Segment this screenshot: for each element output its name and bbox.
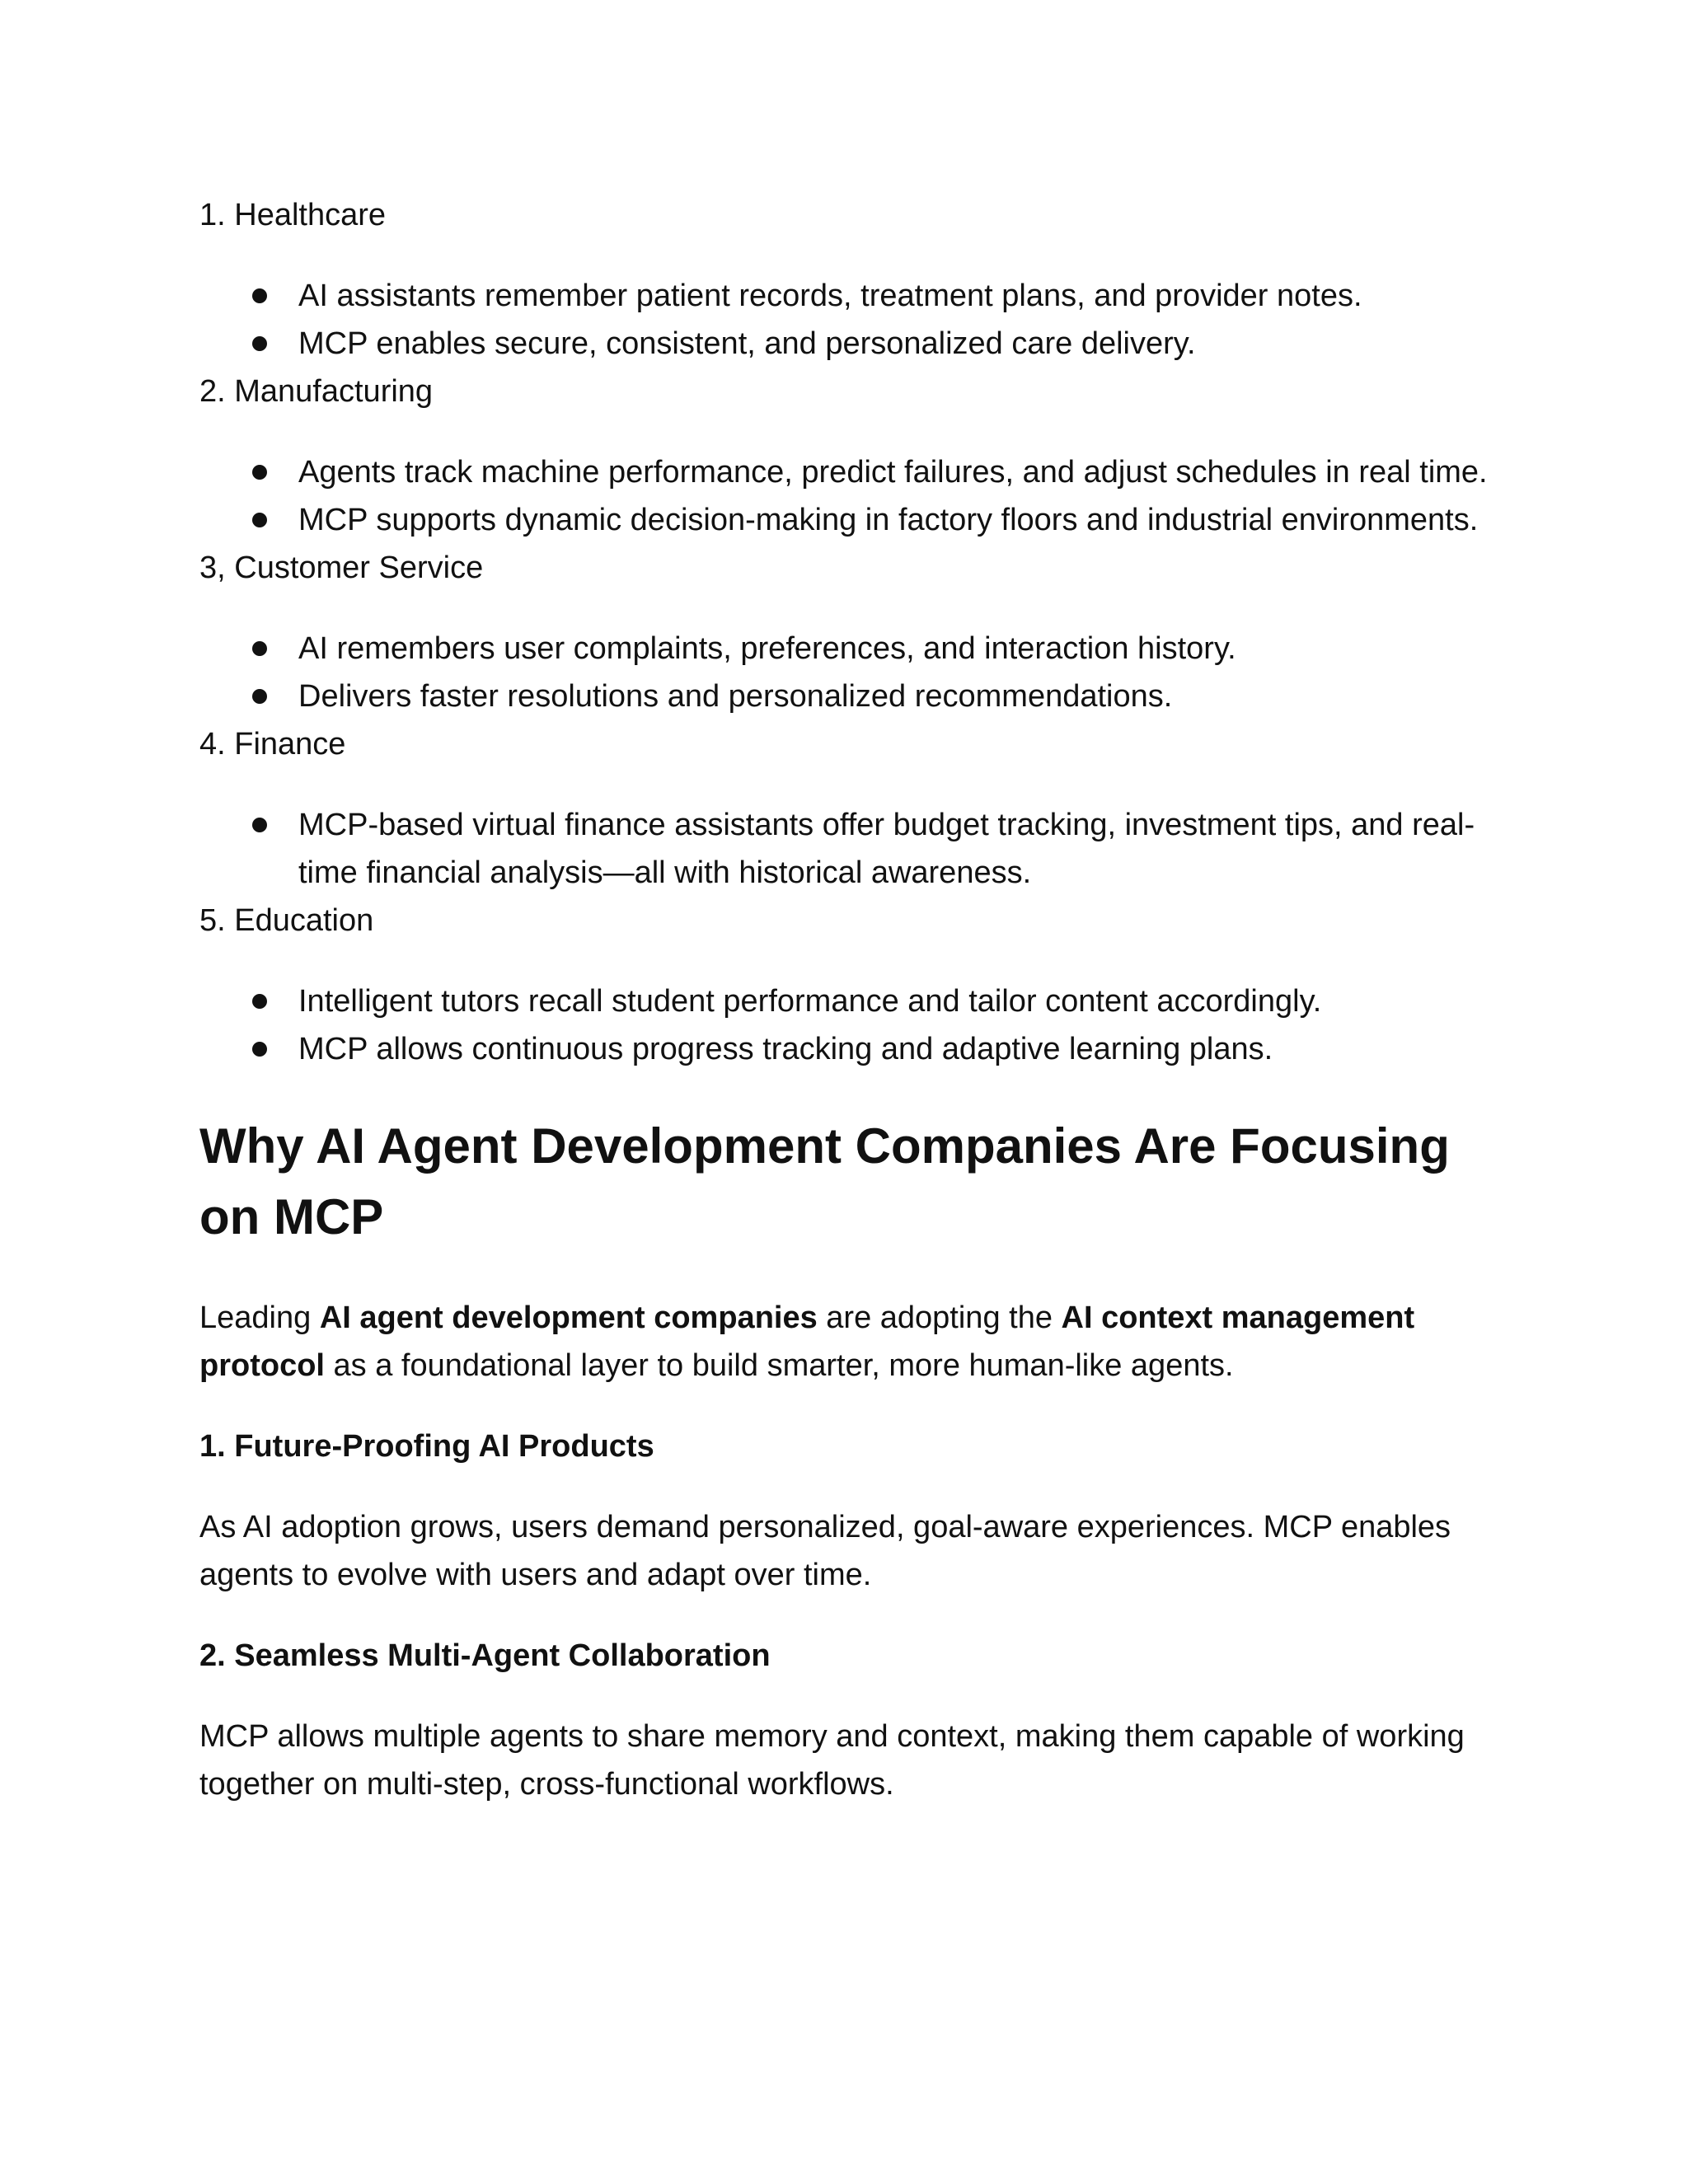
why-heading: Why AI Agent Development Companies Are Focusing on MCP xyxy=(199,1118,1450,1244)
bullet-list xyxy=(199,448,1493,544)
bullet-icon xyxy=(252,1042,267,1057)
list-item xyxy=(298,272,1493,320)
bullet-list xyxy=(199,801,1493,897)
list-item xyxy=(298,977,1493,1025)
intro-bold-text: AI agent development companies xyxy=(319,1301,818,1335)
intro-text: Leading xyxy=(199,1301,320,1335)
list-item-text: Agents track machine performance, predict failures, and adjust schedules in real time. xyxy=(298,455,1488,490)
intro-text: are adopting the xyxy=(817,1301,1062,1335)
list-item-text: MCP-based virtual finance assistants offer budget tracking, investment tips, and real-time financial analysis—all with historical awareness. xyxy=(298,808,1475,890)
industry-section-finance xyxy=(199,720,1493,897)
list-item xyxy=(298,625,1493,673)
section-heading: 2. Manufacturing xyxy=(199,374,434,409)
section-heading: 3, Customer Service xyxy=(199,551,484,585)
bullet-list xyxy=(199,625,1493,720)
list-item-text: AI assistants remember patient records, treatment plans, and provider notes. xyxy=(298,279,1362,313)
list-item xyxy=(298,1025,1493,1073)
list-item-text: MCP supports dynamic decision-making in factory floors and industrial environments. xyxy=(298,503,1479,537)
bullet-icon xyxy=(252,994,267,1009)
bullet-list xyxy=(199,272,1493,368)
list-item xyxy=(298,801,1493,897)
bullet-list xyxy=(199,977,1493,1073)
list-item xyxy=(298,320,1493,368)
multi-agent-paragraph: MCP allows multiple agents to share memory and context, making them capable of working together on multi-step, cross-functional workflows. xyxy=(199,1719,1465,1802)
bullet-icon xyxy=(252,818,267,832)
list-item-text: MCP allows continuous progress tracking and adaptive learning plans. xyxy=(298,1032,1273,1066)
bullet-icon xyxy=(252,641,267,656)
bullet-icon xyxy=(252,689,267,704)
bullet-icon xyxy=(252,513,267,527)
list-item-text: AI remembers user complaints, preferences, and interaction history. xyxy=(298,631,1236,666)
section-heading: 4. Finance xyxy=(199,727,346,762)
list-item-text: MCP enables secure, consistent, and personalized care delivery. xyxy=(298,326,1196,361)
list-item xyxy=(298,448,1493,496)
subheading-multi-agent: 2. Seamless Multi-Agent Collaboration xyxy=(199,1638,771,1673)
document-page xyxy=(199,191,1493,1808)
industry-section-manufacturing xyxy=(199,368,1493,544)
industry-section-education xyxy=(199,897,1493,1073)
section-heading: 1. Healthcare xyxy=(199,198,387,232)
industry-section-customer-service xyxy=(199,544,1493,720)
bullet-icon xyxy=(252,336,267,351)
future-proofing-paragraph: As AI adoption grows, users demand personalized, goal-aware experiences. MCP enables agents to evolve with users and adapt over time. xyxy=(199,1510,1451,1592)
list-item-text: Delivers faster resolutions and personalized recommendations. xyxy=(298,679,1173,714)
bullet-icon xyxy=(252,465,267,480)
intro-text: as a foundational layer to build smarter, more human-like agents. xyxy=(324,1348,1234,1383)
intro-bold-text: AI context management protocol xyxy=(199,1301,1415,1383)
why-intro-paragraph xyxy=(199,1294,1493,1390)
list-item-text: Intelligent tutors recall student performance and tailor content accordingly. xyxy=(298,984,1322,1019)
list-item xyxy=(298,673,1493,720)
list-item xyxy=(298,496,1493,544)
subheading-future-proofing: 1. Future-Proofing AI Products xyxy=(199,1429,654,1464)
section-heading: 5. Education xyxy=(199,903,374,938)
bullet-icon xyxy=(252,288,267,303)
industry-section-healthcare xyxy=(199,191,1493,368)
